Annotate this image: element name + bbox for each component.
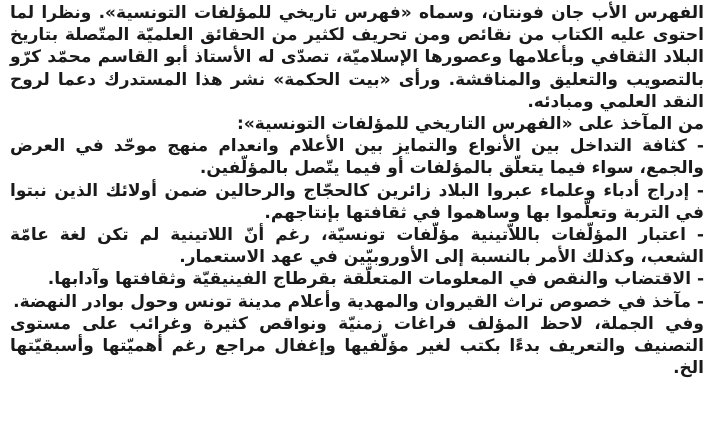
criticism-point-2: - إدراج أدباء وعلماء عبروا البلاد زائرين كالحجّاج والرحالين ضمن أولائك الذين نبتوا في التربة وتعلّموا بها وساهموا في ثقافتها بإنتاجهم. xyxy=(10,180,704,223)
criticism-heading: من المآخذ على «الفهرس التاريخي للمؤلفات التونسية»: xyxy=(237,114,704,135)
document-body xyxy=(10,2,704,379)
criticism-point-1: - كثافة التداخل بين الأنواع والتمايز بين الأعلام وانعدام منهج موحّد في العرض والجمع، سواء فيما يتعلّق بالمؤلفات أو فيما يتّصل بالمؤلّفين. xyxy=(10,136,704,179)
intro-paragraph: الفهرس الأب جان فونتان، وسماه «فهرس تاريخي للمؤلفات التونسية». ونظرا لما احتوى عليه الكتاب من نقائص ومن تحريف لكثير من الحقائق العلميّة المتّصلة بتاريخ البلاد الثقافي وبأعلامها وعصورها الإسلاميّة، تصدّى له الأستاذ أبو القاسم محمّد كرّو بالتصويب والتعليق والمناقشة. ورأى «بيت الحكمة» نشر هذا المستدرك دعما لروح النقد العلمي ومبادئه. xyxy=(10,3,704,112)
criticism-point-5: - مآخذ في خصوص تراث القيروان والمهدية وأعلام مدينة تونس وحول بوادر النهضة. xyxy=(13,291,704,312)
conclusion-paragraph: وفي الجملة، لاحظ المؤلف فراغات زمنيّة ونواقص كثيرة وغرائب على مستوى التصنيف والتعريف بدءًا بكتب لغير مؤلّفيها وإغفال مراجع رغم أهميّتها وأسبقيّتها الخ. xyxy=(10,313,704,379)
criticism-point-4: - الاقتضاب والنقص في المعلومات المتعلّقة بقرطاج الفينيقيّة وثقافتها وآدابها. xyxy=(47,269,704,290)
criticism-point-3: - اعتبار المؤلّفات باللاّتينية مؤلّفات تونسيّة، رغم أنّ اللاتينية لم تكن لغة عامّة الشعب، وكذلك الأمر بالنسبة إلى الأوروبيّين في عهد الاستعمار. xyxy=(10,225,704,268)
